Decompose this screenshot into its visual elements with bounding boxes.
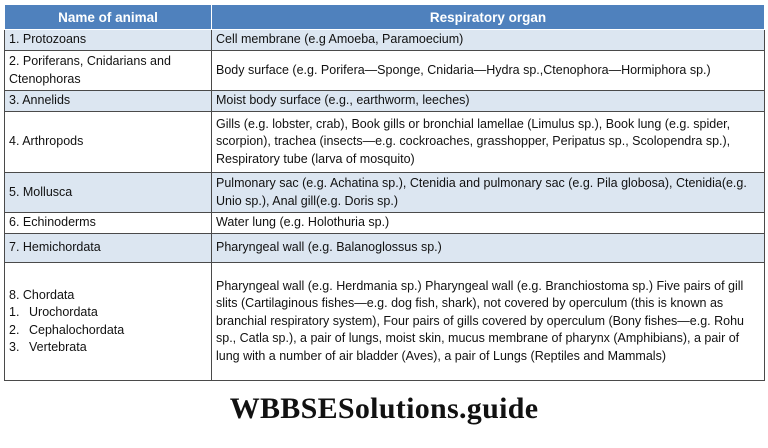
- animal-cell: [5, 263, 212, 381]
- animal-cell: 6. Echinoderms: [5, 213, 212, 234]
- organ-cell: Pharyngeal wall (e.g. Balanoglossus sp.): [212, 234, 765, 263]
- table-row: [5, 263, 765, 381]
- respiratory-organ-table: [4, 4, 765, 381]
- animal-cell: 5. Mollusca: [5, 173, 212, 213]
- animal-cell: 7. Hemichordata: [5, 234, 212, 263]
- organ-cell: Moist body surface (e.g., earthworm, leeches): [212, 91, 765, 112]
- animal-cell: 1. Protozoans: [5, 30, 212, 51]
- animal-cell: 4. Arthropods: [5, 112, 212, 173]
- organ-cell: Gills (e.g. lobster, crab), Book gills or bronchial lamellae (Limulus sp.), Book lung (e.g. spider, scorpion), trachea (insects—e.g. cockroaches, grasshopper, Peripatus sp., Scolopendra sp.), Respiratory tube (larva of mosquito): [212, 112, 765, 173]
- animal-group-label: 8. Chordata: [9, 287, 75, 302]
- table-row: [5, 30, 765, 51]
- header-respiratory-organ: Respiratory organ: [212, 5, 765, 30]
- table-row: [5, 234, 765, 263]
- table-header-row: [5, 5, 765, 30]
- table-row: [5, 173, 765, 213]
- table-row: [5, 51, 765, 91]
- organ-cell: Pulmonary sac (e.g. Achatina sp.), Ctenidia and pulmonary sac (e.g. Pila globosa), Ctenidia(e.g. Unio sp.), Anal gill(e.g. Doris sp.): [212, 173, 765, 213]
- subgroup-item: 3. Vertebrata: [9, 340, 87, 354]
- organ-cell: Water lung (e.g. Holothuria sp.): [212, 213, 765, 234]
- header-name-of-animal: Name of animal: [5, 5, 212, 30]
- animal-cell: 2. Poriferans, Cnidarians and Ctenophoras: [5, 51, 212, 91]
- organ-cell: Cell membrane (e.g Amoeba, Paramoecium): [212, 30, 765, 51]
- organ-cell: Pharyngeal wall (e.g. Herdmania sp.) Pharyngeal wall (e.g. Branchiostoma sp.) Five pairs of gill slits (Cartilaginous fishes—e.g. dog fish, shark), not covered by operculum (this is known as branchial respiratory system), Four pairs of gills covered by operculum (Bony fishes—e.g. Rohu sp., Catla sp.), a pair of lungs, moist skin, mucus membrane of pharynx (Amphibians), a pair of lung with a number of air bladder (Aves), a pair of Lungs (Reptiles and Mammals): [212, 263, 765, 381]
- subgroup-item: 1. Urochordata: [9, 305, 98, 319]
- site-watermark: WBBSESolutions.guide: [229, 392, 539, 425]
- subgroup-item: 2. Cephalochordata: [9, 322, 125, 337]
- table-row: [5, 91, 765, 112]
- organ-cell: Body surface (e.g. Porifera—Sponge, Cnidaria—Hydra sp.,Ctenophora—Hormiphora sp.): [212, 51, 765, 91]
- table-row: [5, 213, 765, 234]
- table-row: [5, 112, 765, 173]
- animal-cell: 3. Annelids: [5, 91, 212, 112]
